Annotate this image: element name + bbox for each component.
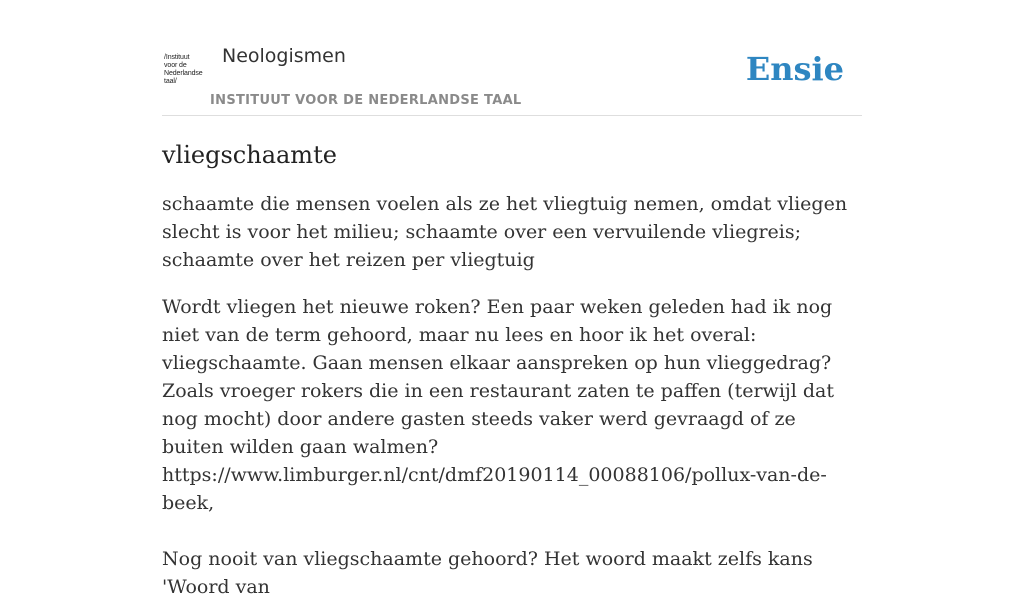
logo-line: voor de xyxy=(164,62,187,69)
example-source-link[interactable]: https://www.limburger.nl/cnt/dmf20190114_00088106/pollux-van-de-beek, xyxy=(162,464,827,514)
example-text-2: Nog nooit van vliegschaamte gehoord? Het woord maakt zelfs kans 'Woord van xyxy=(162,548,813,598)
entry-headword: vliegschaamte xyxy=(162,141,337,169)
logo-line: Nederlandse xyxy=(164,70,203,77)
entry-example xyxy=(162,293,862,601)
example-text: Wordt vliegen het nieuwe roken? Een paar weken geleden had ik nog niet van de term gehoord, maar nu lees en hoor ik het overal: vliegschaamte. Gaan mensen elkaar aanspreken op hun vlieggedrag? Zoals vroeger rokers die in een restaurant zaten te paffen (terwijl dat nog mocht) door andere gasten steeds vaker werd gevraagd of ze buiten wilden gaan walmen? xyxy=(162,296,835,458)
ensie-brand-link[interactable]: Ensie xyxy=(745,50,844,88)
org-name: INSTITUUT VOOR DE NEDERLANDSE TAAL xyxy=(210,93,522,108)
logo-line: /Instituut xyxy=(164,54,190,61)
content-column xyxy=(162,0,862,601)
site-header xyxy=(162,0,862,116)
ivdnt-logo[interactable] xyxy=(164,54,208,90)
entry-definition: schaamte die mensen voelen als ze het vliegtuig nemen, omdat vliegen slecht is voor het milieu; schaamte over een vervuilende vliegreis; schaamte over het reizen per vliegtuig xyxy=(162,193,848,271)
logo-line: taal/ xyxy=(164,78,177,85)
site-title[interactable]: Neologismen xyxy=(222,45,346,67)
example-spacer xyxy=(162,517,862,545)
